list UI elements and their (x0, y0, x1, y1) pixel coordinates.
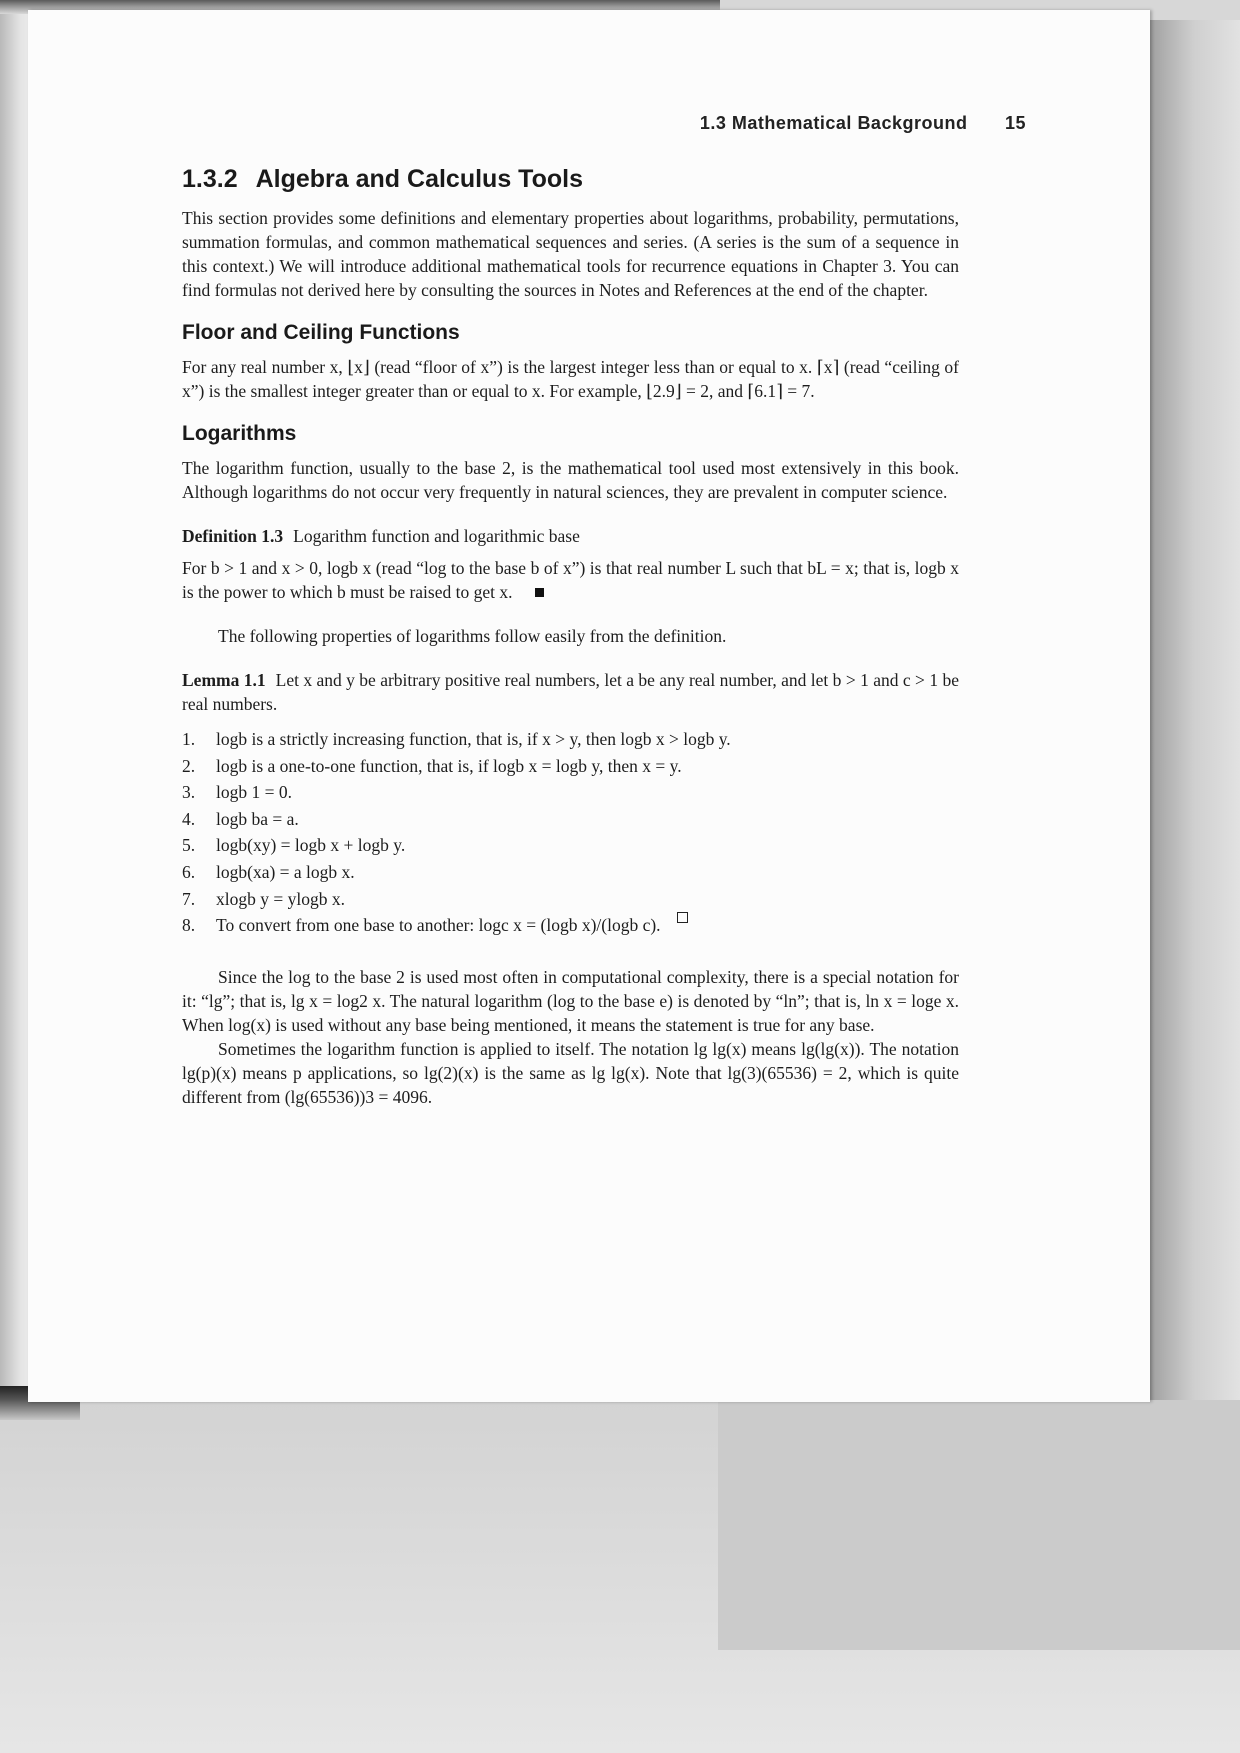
lemma-item-number: 8. (182, 915, 196, 936)
lemma-item-number: 2. (182, 755, 196, 776)
page-content (182, 165, 959, 1109)
definition-header (182, 524, 959, 548)
floor-ceiling-heading: Floor and Ceiling Functions (182, 321, 460, 344)
scan-right-edge (1148, 20, 1240, 1400)
logarithms-heading: Logarithms (182, 422, 297, 445)
page-number: 15 (1004, 113, 1026, 133)
lg-notation-paragraph: Since the log to the base 2 is used most often in computational complexity, there is a special notation for it: “lg”; that is, lg x = log2 x. The natural logarithm (log to the base e) is denoted by “ln”; that is, ln x = loge x. When log(x) is used without any base being mentioned, it means the statement is true for any base. (182, 966, 959, 1035)
lemma-item-text: logb(xa) = a logb x. (216, 861, 355, 882)
lemma-item-number: 6. (182, 861, 196, 882)
iterated-log-paragraph: Sometimes the logarithm function is applied to itself. The notation lg lg(x) means lg(lg(x)). The notation lg(p)(x) means p applications, so lg(2)(x) is the same as lg lg(x). Note that lg(3)(65536) = 2, which is quite different from (lg(65536))3 = 4096. (182, 1038, 959, 1107)
lemma-list (182, 726, 959, 939)
definition-label: Definition 1.3 (182, 526, 284, 546)
running-head-section: 1.3 Mathematical Background (699, 113, 968, 133)
lemma-item-number: 3. (182, 782, 196, 803)
logarithms-paragraph: The logarithm function, usually to the base 2, is the mathematical tool used most extensively in this book. Although logarithms do not occur very frequently in natural sciences, they are prevalent in computer science. (182, 458, 959, 502)
section-number: 1.3.2 (182, 165, 238, 193)
lemma-item-text: logb is a strictly increasing function, that is, if x > y, then logb x > logb y. (216, 729, 731, 749)
lemma-item (182, 806, 959, 833)
lemma-item (182, 753, 959, 780)
definition-body (182, 556, 959, 604)
lemma-item-number: 1. (182, 729, 196, 749)
running-head (700, 113, 1026, 134)
lemma-item (182, 859, 959, 886)
section-title: Algebra and Calculus Tools (255, 165, 583, 193)
lemma-item-text: logb(xy) = logb x + logb y. (216, 835, 406, 856)
lemma-item (182, 832, 959, 859)
section-heading (182, 165, 959, 194)
lemma-item-text: logb is a one-to-one function, that is, if logb x = logb y, then x = y. (216, 755, 682, 776)
following-text: The following properties of logarithms follow easily from the definition. (218, 626, 727, 646)
scan-shadow (718, 1400, 1240, 1650)
lemma-item-text: xlogb y = ylogb x. (216, 888, 345, 909)
lemma-item-text: logb 1 = 0. (216, 782, 292, 803)
end-of-definition-icon (535, 588, 544, 597)
lemma-item (182, 726, 959, 753)
lemma-item-number: 4. (182, 808, 196, 829)
floor-ceiling-paragraph: For any real number x, ⌊x⌋ (read “floor of x”) is the largest integer less than or equal to x. ⌈x⌉ (read “ceiling of x”) is the smallest integer greater than or equal to x. For example, ⌊2.9⌋ = 2, and ⌈6.1⌉ = 7. (182, 357, 959, 401)
lemma-item (182, 886, 959, 913)
lemma-item (182, 912, 959, 939)
end-of-lemma-icon (677, 912, 688, 923)
definition-title: Logarithm function and logarithmic base (293, 526, 580, 546)
lemma-statement (182, 668, 959, 716)
lemma-item-number: 5. (182, 835, 196, 856)
lemma-item-number: 7. (182, 888, 196, 909)
lemma-item-text: logb ba = a. (216, 808, 299, 829)
lemma-item-text: To convert from one base to another: logc x = (logb x)/(logb c). (216, 915, 661, 936)
lemma-item (182, 779, 959, 806)
section-intro: This section provides some definitions and elementary properties about logarithms, probability, permutations, summation formulas, and common mathematical sequences and series. (A series is the sum of a sequence in this context.) We will introduce additional mathematical tools for recurrence equations in Chapter 3. You can find formulas not derived here by consulting the sources in Notes and References at the end of the chapter. (182, 208, 959, 300)
definition-text: For b > 1 and x > 0, logb x (read “log to the base b of x”) is that real number L such that bL = x; that is, logb x is the power to which b must be raised to get x. (182, 558, 959, 602)
lemma-label: Lemma 1.1 (182, 670, 266, 690)
lemma-text: Let x and y be arbitrary positive real numbers, let a be any real number, and let b > 1 and c > 1 be real numbers. (182, 670, 959, 714)
